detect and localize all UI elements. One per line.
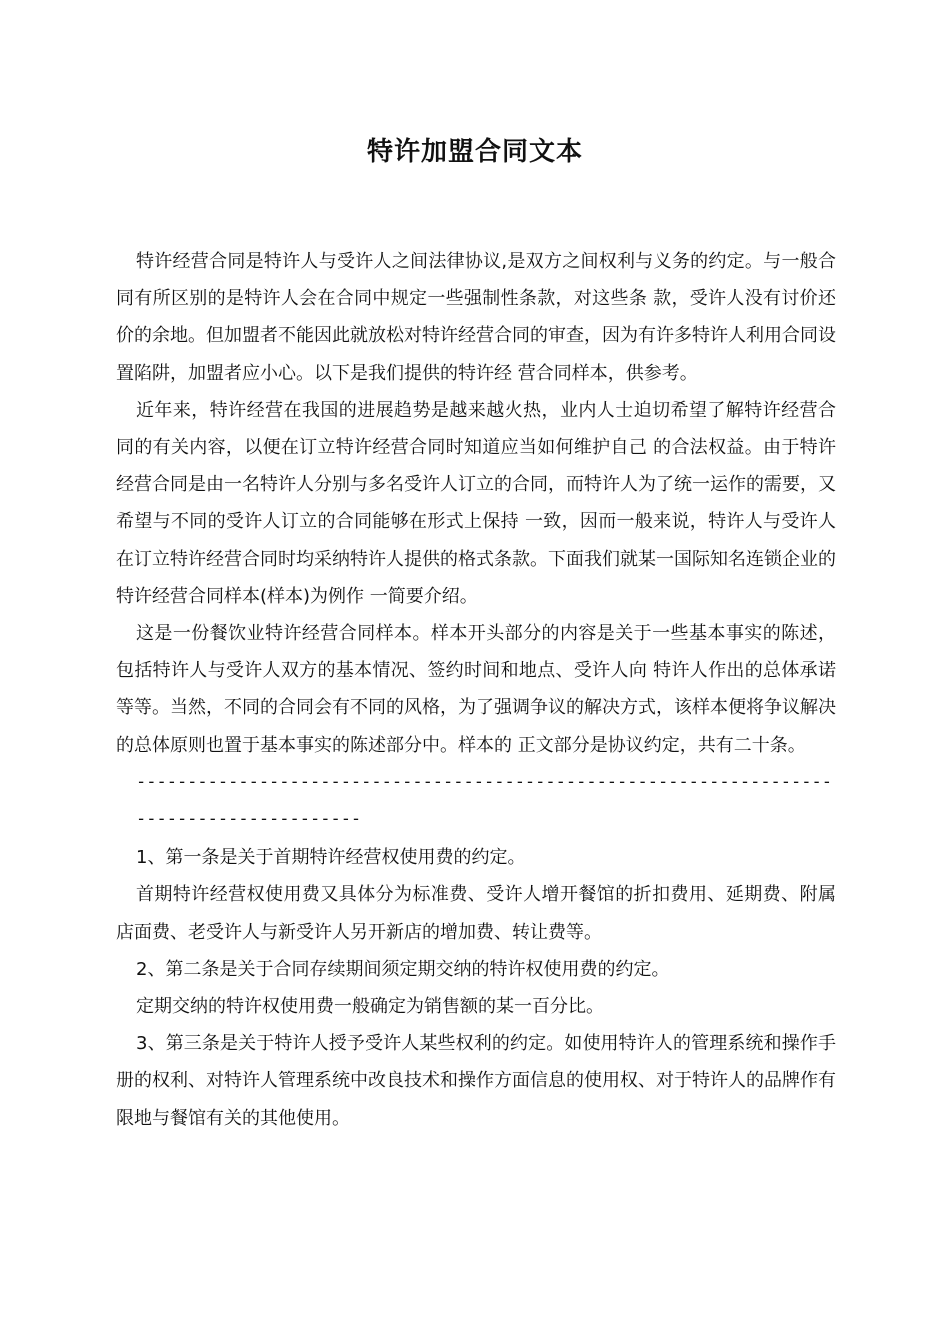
- separator-line: ------------------------------------------------------------------------------------------: [136, 771, 832, 830]
- section-2-detail: 定期交纳的特许权使用费一般确定为销售额的某一百分比。: [136, 996, 604, 1018]
- intro-paragraph-1: 特许经营合同是特许人与受许人之间法律协议,是双方之间权利与义务的约定。与一般合同有所区别的是特许人会在合同中规定一些强制性条款，对这些条 款，受许人没有讨价还价的余地。但加盟者不能因此就放松对特许经营合同的审查，因为有许多特许人利用合同设置陷阱，加盟者应小心。以下是我们提供的特许经 营合同样本，供参考。: [116, 251, 836, 384]
- document-title: 特许加盟合同文本: [366, 137, 583, 167]
- section-2-heading: 2、第二条是关于合同存续期间须定期交纳的特许权使用费的约定。: [136, 958, 670, 980]
- section-1-detail: 首期特许经营权使用费又具体分为标准费、受许人增开餐馆的折扣费用、延期费、附属店面费、老受许人与新受许人另开新店的增加费、转让费等。: [116, 884, 836, 943]
- intro-paragraph-3: 这是一份餐饮业特许经营合同样本。样本开头部分的内容是关于一些基本事实的陈述，包括特许人与受许人双方的基本情况、签约时间和地点、受许人向 特许人作出的总体承诺等等。当然，不同的合同会有不同的风格，为了强调争议的解决方式，该样本便将争议解决的总体原则也置于基本事实的陈述部分中。样本的 正文部分是协议约定，共有二十条。: [116, 623, 836, 756]
- section-3-text: 3、第三条是关于特许人授予受许人某些权利的约定。如使用特许人的管理系统和操作手册的权利、对特许人管理系统中改良技术和操作方面信息的使用权、对于特许人的品牌作有限地与餐馆有关的其他使用。: [116, 1033, 836, 1129]
- intro-paragraph-2: 近年来，特许经营在我国的进展趋势是越来越火热，业内人士迫切希望了解特许经营合同的有关内容，以便在订立特许经营合同时知道应当如何维护自己 的合法权益。由于特许经营合同是由一名特许人分别与多名受许人订立的合同，而特许人为了统一运作的需要，又希望与不同的受许人订立的合同能够在形式上保持 一致，因而一般来说，特许人与受许人在订立特许经营合同时均采纳特许人提供的格式条款。下面我们就某一国际知名连锁企业的特许经营合同样本(样本)为例作 一简要介绍。: [116, 399, 836, 607]
- document-body: [116, 243, 836, 1137]
- section-1-heading: 1、第一条是关于首期特许经营权使用费的约定。: [136, 847, 526, 869]
